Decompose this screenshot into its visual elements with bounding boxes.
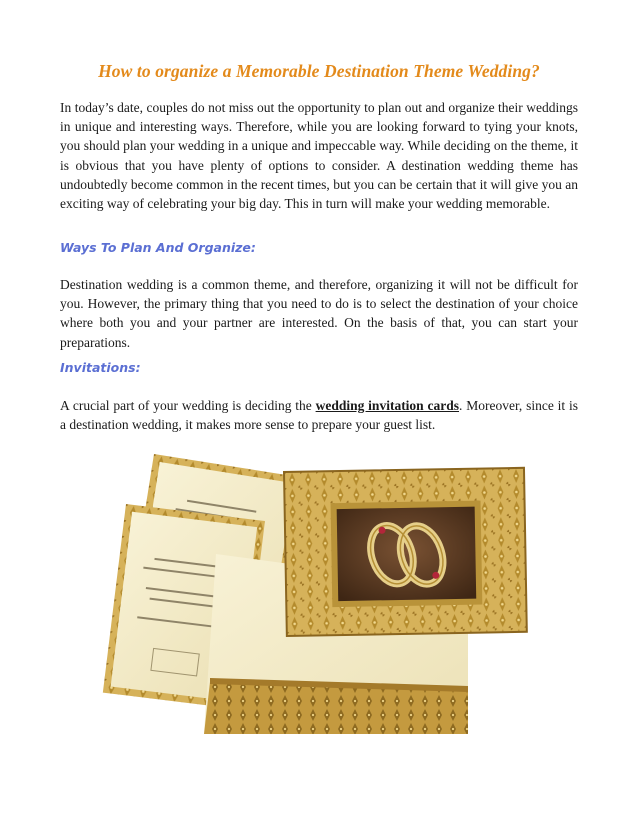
section-heading-invitations: Invitations:	[60, 360, 141, 375]
wedding-invitation-cards-link[interactable]: wedding invitation cards	[315, 398, 460, 413]
invitations-text-before: A crucial part of your wedding is deciding the	[60, 398, 316, 413]
invitations-paragraph	[60, 396, 578, 434]
wedding-invitation-photo	[96, 442, 540, 742]
section-heading-ways: Ways To Plan And Organize:	[60, 240, 256, 255]
ways-paragraph: Destination wedding is a common theme, and therefore, organizing it will not be difficult for you. However, the primary thing that you need to do is to select the destination of your choice where both you and your partner are interested. On the basis of that, you can start your preparations.	[60, 277, 578, 350]
page-title: How to organize a Memorable Destination Theme Wedding?	[98, 61, 540, 81]
intro-paragraph: In today’s date, couples do not miss out the opportunity to plan out and organize their weddings in unique and interesting ways. Therefore, while you are looking forward to tying your knots, you should plan your wedding in a unique and impeccable way. While deciding on the theme, it is obvious that you have plenty of options to consider. A destination wedding theme has undoubtedly become common in the recent times, but you can be certain that it will give you an exciting way of celebrating your big day. This in turn will make your wedding memorable.	[60, 100, 578, 212]
invitations-text-after: . Moreover, since it is a destination wedding, it makes more sense to prepare your guest list.	[60, 398, 578, 433]
gold-box	[284, 468, 527, 636]
